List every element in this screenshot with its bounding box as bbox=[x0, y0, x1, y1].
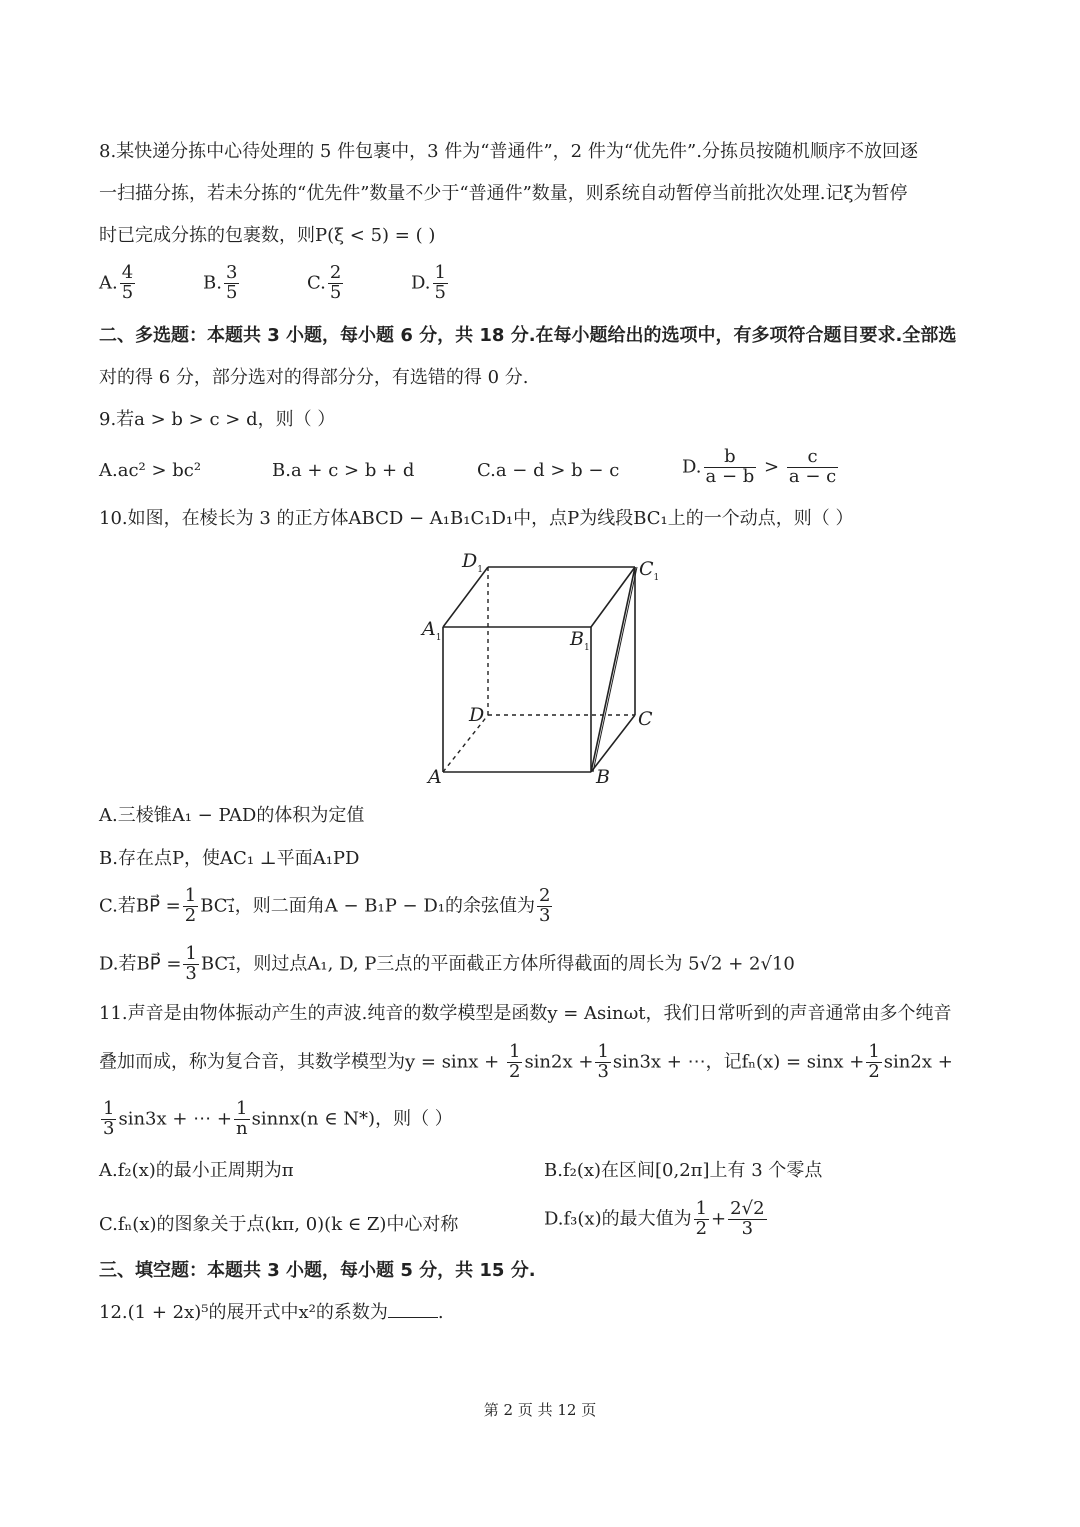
section2-heading-line1: 二、多选题：本题共 3 小题，每小题 6 分，共 18 分.在每小题给出的选项中，有多项符合题目要求.全部选 bbox=[99, 325, 957, 346]
q8-option-c: C. $\frac{2}{5}$ bbox=[307, 262, 342, 303]
page-footer: 第 2 页 共 12 页 bbox=[483, 1401, 597, 1419]
q8-option-b: B. $\frac{3}{5}$ bbox=[203, 262, 238, 303]
q10-stem: 10.如图，在棱长为 3 的正方体ABCD − A₁B₁C₁D₁中，点P为线段BC₁上的一个动点，则（ ） bbox=[99, 508, 854, 529]
q8-option-a: A. $\frac{4}{5}$ bbox=[99, 262, 134, 303]
section2-heading-line2: 对的得 6 分，部分选对的得部分分，有选错的得 0 分. bbox=[99, 367, 529, 388]
q12-answer-blank[interactable] bbox=[388, 1317, 438, 1318]
q10-option-b: B.存在点P，使AC₁ ⊥平面A₁PD bbox=[99, 848, 360, 869]
q8-line3: 时已完成分拣的包裹数，则P(ξ < 5) = ( ) bbox=[99, 225, 436, 246]
label-d1: $D_1$ bbox=[462, 550, 483, 575]
q8-line2: 一扫描分拣，若未分拣的“优先件”数量不少于“普通件”数量，则系统自动暂停当前批次处理.记ξ为暂停 bbox=[99, 183, 908, 204]
cube-diagram bbox=[415, 545, 675, 790]
q9-option-b: B.a + c > b + d bbox=[272, 460, 415, 481]
q9-option-c: C.a − d > b − c bbox=[477, 460, 620, 481]
q11-option-c: C.fₙ(x)的图象关于点(kπ, 0)(k ∈ Z)中心对称 bbox=[99, 1214, 459, 1235]
label-b: B bbox=[596, 766, 610, 788]
q11-line2: 叠加而成，称为复合音，其数学模型为y = sinx + $\frac{1}{2}$ sin2x + $\frac{1}{3}$ sin3x + ⋯，记fₙ(x) = sinx + $\frac{1}{2}$ sin2x + bbox=[99, 1041, 953, 1082]
q9-stem: 9.若a > b > c > d，则（ ） bbox=[99, 409, 336, 430]
q11-line3: $\frac{1}{3}$ sin3x + ⋯ + $\frac{1}{n}$ sinnx(n ∈ N*)，则（ ） bbox=[103, 1098, 453, 1139]
q11-line1: 11.声音是由物体振动产生的声波.纯音的数学模型是函数y = Asinωt，我们日常听到的声音通常由多个纯音 bbox=[99, 1003, 952, 1024]
q10-option-a: A.三棱锥A₁ − PAD的体积为定值 bbox=[99, 805, 365, 826]
q12-stem: 12.(1 + 2x)⁵的展开式中x²的系数为 . bbox=[99, 1302, 444, 1323]
label-a: A bbox=[428, 766, 442, 788]
cube-figure bbox=[415, 545, 675, 790]
section3-heading: 三、填空题：本题共 3 小题，每小题 5 分，共 15 分. bbox=[99, 1260, 536, 1281]
q11-option-a: A.f₂(x)的最小正周期为π bbox=[99, 1160, 294, 1181]
q10-option-d: D.若BP⃗ = $\frac{1}{3}$ BC₁⃗，则过点A₁, D, P三点的平面截正方体所得截面的周长为 5√2 + 2√10 bbox=[99, 943, 795, 984]
q11-option-d: D.f₃(x)的最大值为 $\frac{1}{2}$ + $\frac{2√2}{3}$ bbox=[544, 1198, 765, 1239]
q11-option-b: B.f₂(x)在区间[0,2π]上有 3 个零点 bbox=[544, 1160, 823, 1181]
q8-option-d: D. $\frac{1}{5}$ bbox=[411, 262, 446, 303]
label-c1: $C_1$ bbox=[639, 558, 660, 583]
label-c: C bbox=[638, 708, 653, 730]
q9-option-a: A.ac² > bc² bbox=[99, 460, 202, 481]
q9-option-d: D. $\frac{b}{a - b}$ > $\frac{c}{a - c}$ bbox=[682, 446, 837, 487]
label-b1: $B_1$ bbox=[570, 628, 590, 653]
q10-option-c: C.若BP⃗ = $\frac{1}{2}$ BC₁⃗，则二面角A − B₁P − D₁的余弦值为 $\frac{2}{3}$ bbox=[99, 885, 551, 926]
label-a1: $A_1$ bbox=[422, 618, 442, 643]
label-d: D bbox=[469, 704, 485, 726]
q8-line1: 8.某快递分拣中心待处理的 5 件包裹中，3 件为“普通件”，2 件为“优先件”.分拣员按随机顺序不放回逐 bbox=[99, 141, 918, 162]
